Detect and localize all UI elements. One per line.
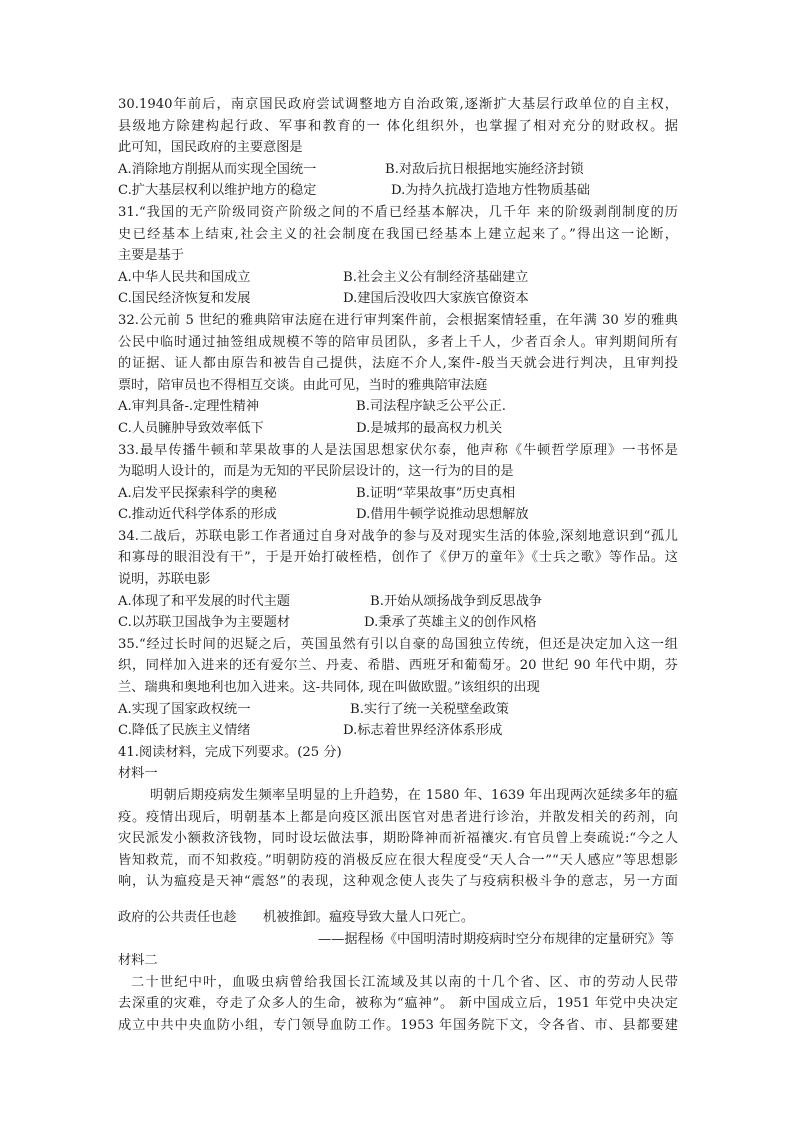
option-d: D.秉承了英雄主义的创作风格: [364, 615, 537, 631]
material-line: 二十世纪中叶，血吸虫病曾给我国长江流域及其以南的十几个省、区、市的劳动人民带: [131, 974, 678, 990]
question-stem-line: 主要是基于: [118, 248, 184, 264]
question-35: [118, 634, 678, 742]
question-stem-line: 公民中临时通过抽签组成规模不等的陪审员团队，多者上千人，少者百余人。审判期间所有: [118, 334, 678, 350]
material-line: 疫。疫情出现后，明朝基本上都是向疫区派出医官对患者进行诊治，并散发相关的药剂，向: [118, 809, 678, 825]
question-41: [118, 742, 678, 1037]
material-line: 皆知救荒，而不知救疫。”明朝防疫的消极反应在很大程度受“天人合一”“天人感应”等思想影: [118, 852, 678, 868]
options-row: [118, 591, 678, 613]
question-stem-line: 织，同样加入进来的还有爱尔兰、丹麦、希腊、西班牙和葡萄牙。20 世纪 90 年代中期，芬: [118, 658, 678, 674]
question-stem-line: 为聪明人设计的，而是为无知的平民阶层设计的，这一行为的目的是: [118, 464, 514, 480]
question-stem-line: 县级地方除建构起行政、军事和教育的一 体化组织外，也掌握了相对充分的财政权。据: [118, 118, 678, 134]
question-stem-line: 此可知，国民政府的主要意图是: [118, 140, 303, 156]
option-a: A.消除地方削据从而实现全国统一: [118, 161, 317, 177]
options-row: [118, 396, 678, 418]
question-31: [118, 202, 678, 310]
material-line: 去深重的灾难，夺走了众多人的生命，被称为“瘟神”。 新中国成立后，1951 年党中央决定: [118, 996, 678, 1012]
option-a: A.启发平民探索科学的奥秘: [118, 485, 277, 501]
material-line: 政府的公共责任也趁 机被推卸。瘟疫导致大量人口死亡。: [118, 909, 475, 925]
options-row: [118, 720, 678, 742]
question-stem-line: 兰、瑞典和奥地利也加入进来。这-共同体, 现在叫做欧盟。”该组织的出现: [118, 680, 540, 696]
options-row: [118, 504, 678, 526]
question-stem-line: 35.“经过长时间的迟疑之后，英国虽然有引以自豪的岛国独立传统，但还是决定加入这一组: [118, 636, 678, 652]
question-34: [118, 526, 678, 634]
material-line: 明朝后期疫病发生频率呈明显的上升趋势，在 1580 年、1639 年出现两次延续多年的瘟: [150, 788, 678, 803]
question-stem-line: 34.二战后，苏联电影工作者通过自身对战争的参与及对现实生活的体验,深刻地意识到“孤儿: [118, 528, 678, 544]
options-row: [118, 483, 678, 505]
option-c: C.推动近代科学体系的形成: [118, 507, 277, 523]
question-32: [118, 310, 678, 440]
option-b: B.开始从颂扬战争到反思战争: [370, 593, 543, 609]
material-line: 响，认为瘟疫是天神“震怒”的表现，这种观念使人丧失了与疫病积极斗争的意志，另一方面: [118, 874, 678, 890]
material-label: 材料一: [118, 766, 158, 782]
option-b: B.对敌后抗日根据地实施经济封锁: [385, 161, 584, 177]
question-stem-line: 史已经基本上结束,社会主义的社会制度在我国已经基本上建立起来了。”得出这一论断，: [118, 226, 678, 242]
question-stem-line: 32.公元前 5 世纪的雅典陪审法庭在进行审判案件前，会根据案情轻重，在年满 30 岁的雅典: [118, 312, 678, 328]
option-a: A.体现了和平发展的时代主题: [118, 593, 290, 609]
option-c: C.扩大基层权利以维护地方的稳定: [118, 183, 317, 199]
option-d: D.借用牛顿学说推动思想解放: [356, 507, 529, 523]
material-label: 材料二: [118, 953, 158, 969]
option-a: A.实现了国家政权统一: [118, 701, 251, 717]
option-b: B.实行了统一关税壁垒政策: [350, 701, 509, 717]
material-line: 灾民派发小额救济钱物，同时设坛做法事，期盼降神而祈福禳灾.有官员曾上奏疏说:“今之人: [118, 831, 678, 847]
options-row: [118, 699, 678, 721]
option-c: C.人员臃肿导致效率低下: [118, 420, 264, 436]
material-line: 成立中共中央血防小组，专门领导血防工作。1953 年国务院下文，令各省、市、县都要建: [118, 1017, 678, 1033]
options-row: [118, 288, 678, 310]
question-stem-line: 33.最早传播牛顿和苹果故事的人是法国思想家伏尔泰，他声称《牛顿哲学原理》一书怀是: [118, 442, 678, 458]
option-a: A.审判具备-.定理性精神: [118, 399, 260, 415]
option-d: D.是城邦的最高权力机关: [356, 420, 503, 436]
question-30: [118, 94, 678, 202]
option-b: B.证明“苹果故事”历史真相: [356, 485, 516, 501]
question-stem-line: 票时，陪审员也不得相互交谈。由此可见，当时的雅典陪审法庭: [118, 377, 488, 393]
option-d: D.建国后没收四大家族官僚资本: [343, 291, 529, 307]
options-row: [118, 418, 678, 440]
options-row: [118, 267, 678, 289]
option-c: C.以苏联卫国战争为主要题材: [118, 615, 291, 631]
question-stem-line: 31.“我国的无产阶级同资产阶级之间的不盾已经基本解决，几千年 来的阶级剥削制度的历: [118, 204, 678, 220]
material-source: ——据程杨《中国明清时期疫病时空分布规律的定量研究》等: [317, 931, 674, 947]
question-stem-line: 的证据、证人都由原告和被告自己提供，法庭不介人,案件-般当天就会进行判决，且审判投: [118, 356, 678, 372]
spacer: [118, 893, 678, 907]
options-row: [118, 180, 678, 202]
options-row: [118, 159, 678, 181]
option-c: C.降低了民族主义情绪: [118, 723, 251, 739]
exam-content: [118, 94, 678, 1037]
option-a: A.中华人民共和国成立: [118, 269, 251, 285]
option-c: C.国民经济恢复和发展: [118, 291, 251, 307]
question-stem-line: 说明，苏联电影: [118, 572, 211, 588]
option-d: D.为持久抗战打造地方性物质基础: [391, 183, 590, 199]
question-heading: 41.阅读材料，完成下列要求。(25 分): [118, 744, 342, 760]
option-d: D.标志着世界经济体系形成: [343, 723, 503, 739]
question-33: [118, 440, 678, 526]
question-stem-line: 30.1940年前后，南京国民政府尝试调整地方自治政策,逐渐扩大基层行政单位的自主权，: [118, 97, 678, 112]
options-row: [118, 612, 678, 634]
question-stem-line: 和寡母的眼泪没有干”，于是开始打破桎梏，创作了《伊万的童年》《士兵之歌》等作品。这: [118, 550, 678, 566]
option-b: B.社会主义公有制经济基础建立: [343, 269, 529, 285]
option-b: B.司法程序缺乏公平公正.: [356, 399, 506, 415]
